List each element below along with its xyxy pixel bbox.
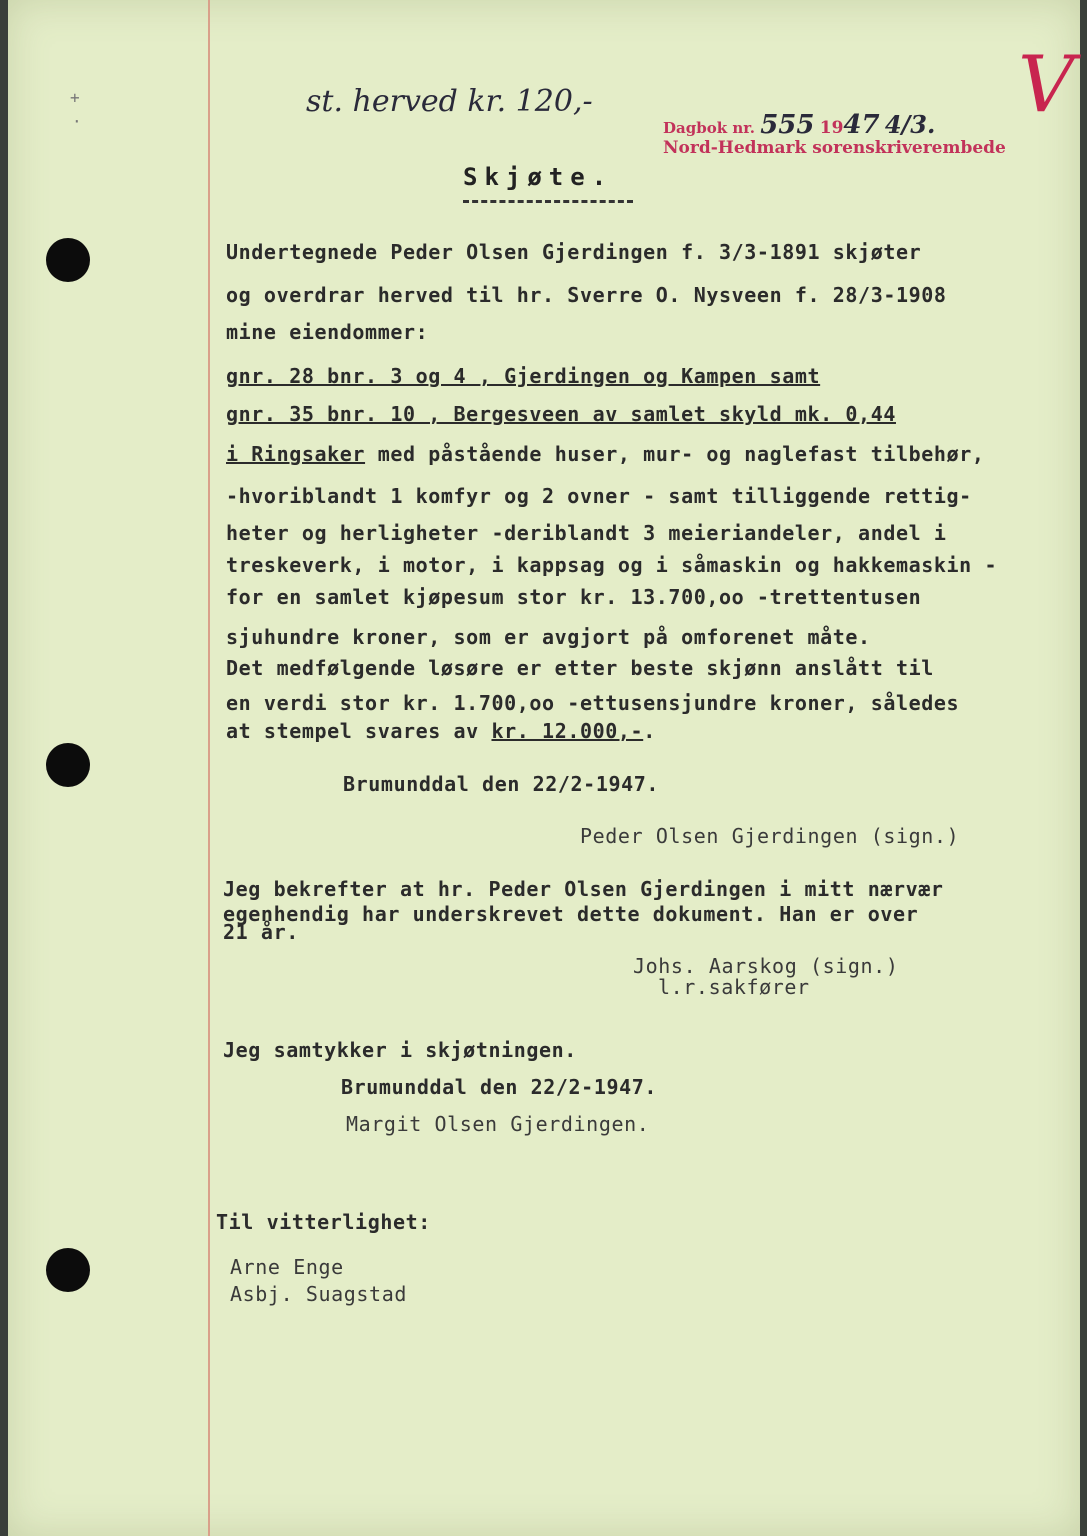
body-line: treskeverk, i motor, i kappsag og i såmaskin og hakkemaskin -	[226, 553, 998, 577]
body-line: at stempel svares av kr. 12.000,-.	[226, 719, 656, 743]
body-line: og overdrar herved til hr. Sverre O. Nysveen f. 28/3-1908	[226, 283, 947, 307]
title-underline	[463, 200, 633, 203]
spouse-signature: Margit Olsen Gjerdingen.	[346, 1112, 650, 1136]
lawyer-title: l.r.sakfører	[658, 975, 810, 999]
body-line: i Ringsaker med påstående huser, mur- og naglefast tilbehør,	[226, 442, 985, 466]
body-line: Undertegnede Peder Olsen Gjerdingen f. 3/3-1891 skjøter	[226, 240, 922, 264]
document-title: Skjøte.	[463, 163, 614, 191]
witness-heading: Til vitterlighet:	[216, 1210, 431, 1234]
municipality: i Ringsaker	[226, 442, 366, 466]
margin-line	[208, 0, 210, 1536]
confirmation-line: Jeg bekrefter at hr. Peder Olsen Gjerdingen i mitt nærvær	[223, 877, 944, 901]
year-prefix: 19	[819, 118, 844, 138]
body-line: -hvoriblandt 1 komfyr og 2 ovner - samt tilliggende rettig-	[226, 484, 972, 508]
property-line: gnr. 35 bnr. 10 , Bergesveen av samlet skyld mk. 0,44	[226, 402, 896, 426]
year-suffix: 47	[843, 110, 880, 140]
body-line: mine eiendommer:	[226, 320, 429, 344]
check-mark: V	[1018, 40, 1075, 130]
punch-hole	[46, 743, 90, 787]
lawyer-signature: Johs. Aarskog (sign.)	[633, 954, 899, 978]
document-page	[8, 0, 1080, 1536]
stamp-date: 4/3.	[884, 110, 936, 139]
body-line: heter og herligheter -deriblandt 3 meieriandeler, andel i	[226, 521, 947, 545]
punch-hole	[46, 238, 90, 282]
place-date: Brumunddal den 22/2-1947.	[341, 1075, 658, 1099]
witness-name: Arne Enge	[230, 1255, 344, 1279]
seller-signature: Peder Olsen Gjerdingen (sign.)	[580, 824, 960, 848]
consent-line: Jeg samtykker i skjøtningen.	[223, 1038, 577, 1062]
property-line: gnr. 28 bnr. 3 og 4 , Gjerdingen og Kampen samt	[226, 364, 821, 388]
stamp-amount: kr. 12.000,-	[491, 719, 644, 743]
witness-name: Asbj. Suagstad	[230, 1282, 407, 1306]
dagbok-number: 555	[760, 110, 815, 140]
handwritten-note: st. herved kr. 120,-	[306, 84, 593, 119]
body-line: en verdi stor kr. 1.700,oo -ettusensjundre kroner, således	[226, 691, 960, 715]
office-stamp: Nord-Hedmark sorenskriverembede	[663, 138, 1006, 158]
confirmation-line: egenhendig har underskrevet dette dokument. Han er over	[223, 902, 919, 926]
margin-mark: ·	[72, 112, 82, 131]
place-date: Brumunddal den 22/2-1947.	[343, 772, 660, 796]
confirmation-line: 21 år.	[223, 920, 299, 944]
body-line: sjuhundre kroner, som er avgjort på omforenet måte.	[226, 625, 871, 649]
punch-hole	[46, 1248, 90, 1292]
dagbok-label: Dagbok nr.	[663, 119, 755, 137]
margin-mark: +	[70, 88, 80, 107]
dagbok-stamp	[663, 110, 935, 140]
body-line: Det medfølgende løsøre er etter beste skjønn anslått til	[226, 656, 934, 680]
body-line: for en samlet kjøpesum stor kr. 13.700,oo -trettentusen	[226, 585, 922, 609]
